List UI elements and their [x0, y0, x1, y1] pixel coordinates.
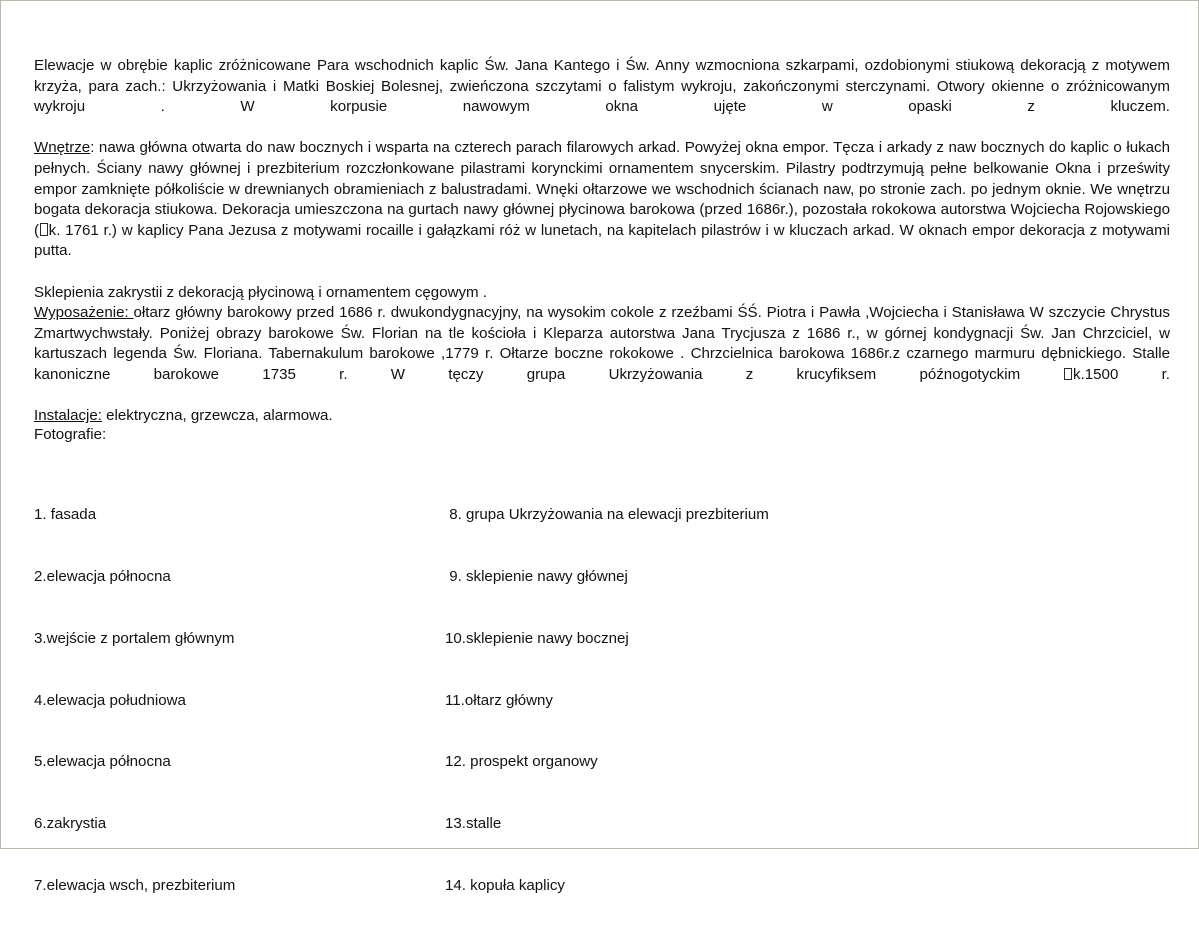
list-item: 10.sklepienie nawy bocznej [445, 629, 629, 647]
missing-glyph-box-icon [40, 223, 48, 235]
installations-text: elektryczna, grzewcza, alarmowa. [101, 407, 333, 425]
list-item: 3.wejście z portalem głównym [34, 629, 235, 647]
text-block-interior [34, 138, 1170, 303]
photographs-title: Fotografie: [34, 426, 107, 443]
text-block-installations [34, 406, 1170, 427]
paragraph-interior-last-line: Sklepienia zakrystii z dekoracją płycinową i ornamentem cęgowym . [34, 283, 488, 301]
heading-wyposazenie: Wyposażenie: [34, 304, 134, 322]
list-item: 6.zakrystia [34, 815, 107, 833]
document-body [34, 56, 1170, 427]
list-item: 4.elewacja południowa [34, 691, 186, 709]
list-item: 9. sklepienie nawy głównej [445, 567, 628, 585]
photographs-left-column [34, 464, 235, 938]
heading-wnetrze-colon: : [90, 139, 95, 157]
list-item: 8. grupa Ukrzyżowania na elewacji prezbiterium [445, 506, 769, 524]
list-item: 5.elewacja północna [34, 753, 171, 771]
missing-glyph-box-icon [1064, 368, 1072, 380]
list-item: 13.stalle [445, 815, 502, 833]
heading-wnetrze: Wnętrze [34, 139, 91, 157]
list-item: 2.elewacja północna [34, 567, 171, 585]
interior-text-part-2: k. 1761 r.) w kaplicy Pana Jezusa z motywami rocaille i gałązkami róż w lunetach, na kapitelach pilastrów i w kluczach arkad. W oknach empor dekoracja z motywami putta. [34, 221, 1170, 260]
paragraph-installations [34, 406, 1170, 427]
list-item: 14. kopuła kaplicy [445, 876, 565, 894]
text-block-furnishings [34, 303, 1170, 406]
paragraph-elevations: Elewacje w obrębie kaplic zróżnicowane Para wschodnich kaplic Św. Jana Kantego i Św. Anny wzmocniona szkarpami, ozdobionymi stiukową dekoracją z motywem krzyża, para zach.: Ukrzyżowania i Matki Boskiej Bolesnej, zwieńczona szczytami o falistym wykroju, zakończonymi sterczynami. Otwory okienne o zróżnicowanym wykroju . W korpusie nawowym okna ujęte w opaski z kluczem. [34, 57, 1170, 116]
heading-instalacje: Instalacje: [34, 407, 102, 425]
list-item: 7.elewacja wsch, prezbiterium [34, 876, 236, 894]
photographs-right-column [445, 464, 769, 938]
text-block-elevations [34, 56, 1170, 138]
furnishings-text-part-2: k.1500 r. [1073, 365, 1170, 383]
list-item: 11.ołtarz główny [445, 691, 553, 709]
list-item: 1. fasada [34, 506, 97, 524]
list-item: 12. prospekt organowy [445, 753, 598, 771]
furnishings-text-part-1: ołtarz główny barokowy przed 1686 r. dwukondygnacyjny, na wysokim cokole z rzeźbami ŚŚ. Piotra i Pawła ,Wojciecha i Stanisława W szczycie Chrystus Zmartwychwstały. Poniżej obrazy barokowe Św. Florian na tle kościoła i Kleparza autorstwa Jana Trycjusza z 1686 r., w górnej kondygnacji Św. Jan Chrzciciel, w kartuszach legenda Św. Floriana. Tabernakulum barokowe ,1779 r. Ołtarze boczne rokokowe . Chrzcielnica barokowa 1686r.z czarnego marmuru dębnickiego. Stalle kanoniczne barokowe 1735 r. W tęczy grupa Ukrzyżowania z krucyfiksem późnogotyckim [34, 304, 1170, 383]
paragraph-furnishings [34, 303, 1170, 406]
paragraph-interior [34, 138, 1170, 282]
interior-text-part-1: nawa główna otwarta do naw bocznych i wsparta na czterech parach filarowych arkad. Powyżej okna empor. Tęcza i arkady z naw bocznych do kaplic o łukach pełnych. Ściany nawy głównej i prezbiterium rozczłonkowane pilastrami korynckimi ornamentem snycerskim. Pilastry podtrzymują pełne belkowanie Okna i prześwity empor zamknięte półkoliście w drewnianych obramieniach z balustradami. Wnęki ołtarzowe we wschodnich ścianach naw, po stronie zach. po jednym oknie. We wnętrzu bogata dekoracja stiukowa. Dekoracja umieszczona na gurtach nawy głównej płycinowa barokowa (przed 1686r.), pozostała rokokowa autorstwa Wojciecha Rojowskiego ( [34, 139, 1170, 239]
